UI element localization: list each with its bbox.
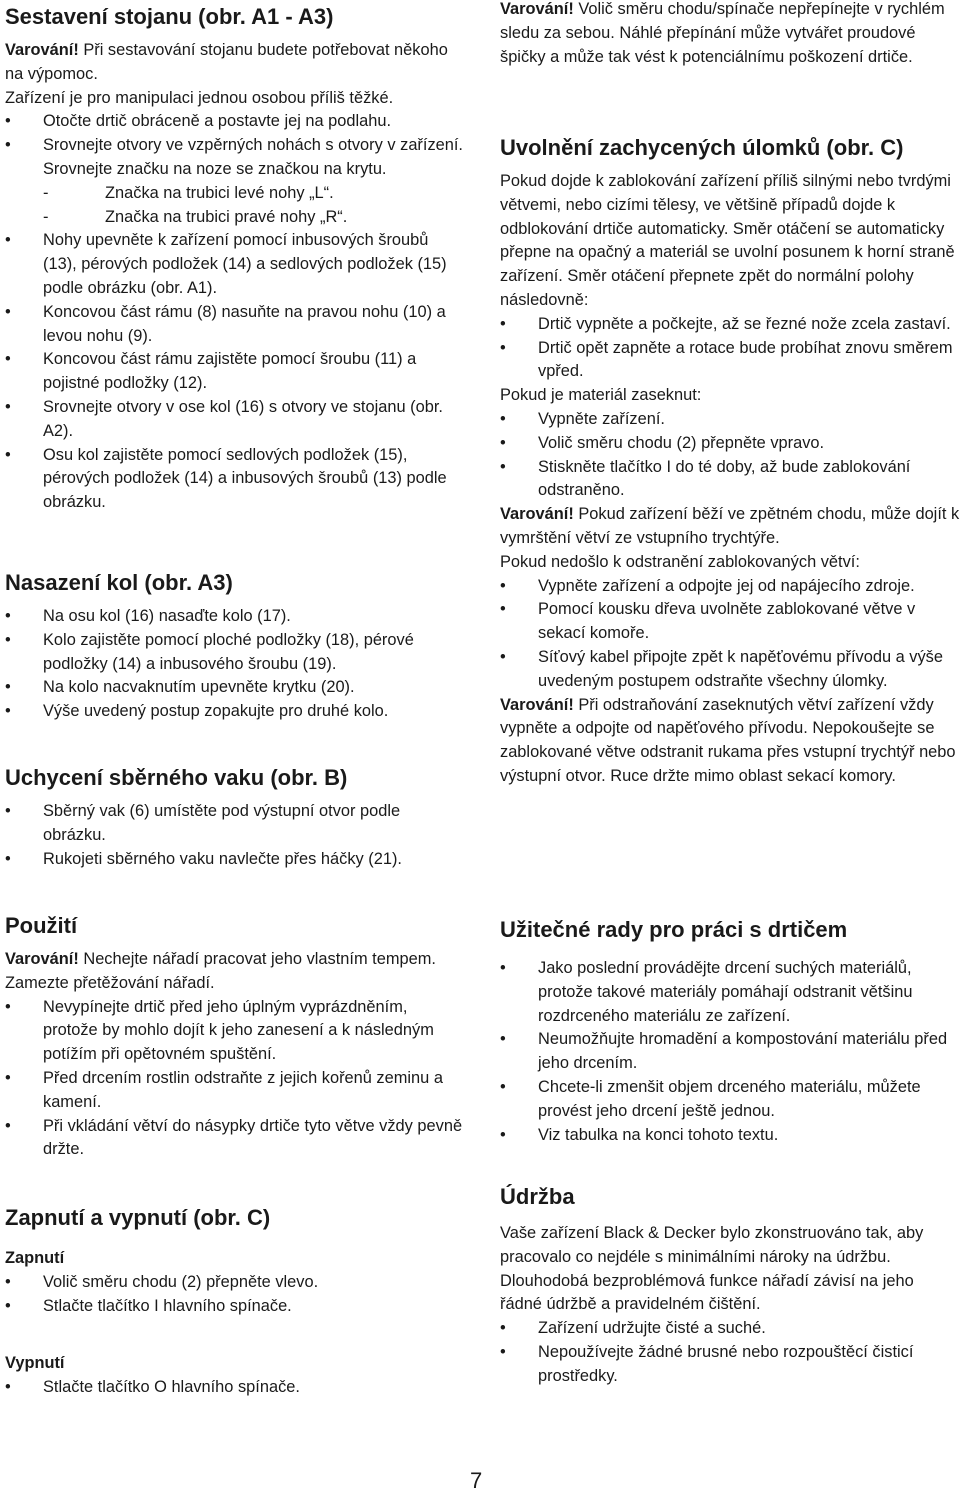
list-item: • Výše uvedený postup zopakujte pro druhé kolo. (5, 700, 465, 724)
list-item: • Na osu kol (16) nasaďte kolo (17). (5, 605, 465, 629)
list-item: • Na kolo nacvaknutím upevněte krytku (20). (5, 676, 465, 700)
on-bullets (5, 1271, 465, 1319)
warning-label: Varování! (500, 505, 574, 524)
assembly-bullets-a (5, 110, 465, 181)
list-item: • Při vkládání větví do násypky drtiče tyto větve vždy pevně držte. (5, 1115, 465, 1163)
assembly-note: Zařízení je pro manipulaci jednou osobou příliš těžké. (5, 88, 394, 107)
tips-bullets (500, 957, 960, 1147)
list-item: • Nohy upevněte k zařízení pomocí inbusových šroubů (13), pérových podložek (14) a sedlových podložek (15) podle obrázku (obr. A1). (5, 229, 465, 300)
list-item: • Osu kol zajistěte pomocí sedlových podložek (15), pérových podložek (14) a inbusových šroubů (13) podle obrázku. (5, 444, 465, 515)
release-bullets-1 (500, 313, 960, 384)
list-item: • Před drcením rostlin odstraňte z jejich kořenů zeminu a kamení. (5, 1067, 465, 1115)
section-switch-warning (500, 0, 960, 69)
list-item: • Sběrný vak (6) umístěte pod výstupní otvor podle obrázku. (5, 800, 465, 848)
warning-label: Varování! (5, 950, 79, 968)
maintenance-bullets (500, 1317, 960, 1388)
list-item: • Rukojeti sběrného vaku navlečte přes háčky (21). (5, 848, 465, 872)
warning-text: Volič směru chodu/spínače nepřepínejte v rychlém sledu za sebou. Náhlé přepínání může vytvářet proudové špičky a může tak vést k potenciálnímu poškození drtiče. (500, 0, 945, 66)
assembly-bullets-b (5, 229, 465, 515)
release-not-removed: Pokud nedošlo k odstranění zablokovaných větví: (500, 552, 860, 571)
assembly-warning (5, 39, 465, 87)
list-item: • Koncovou část rámu zajistěte pomocí šroubu (11) a pojistné podložky (12). (5, 348, 465, 396)
section-bag (5, 765, 465, 871)
bag-bullets (5, 800, 465, 871)
list-item: • Viz tabulka na konci tohoto textu. (500, 1124, 960, 1148)
list-item: • Drtič vypněte a počkejte, až se řezné nože zcela zastaví. (500, 313, 960, 337)
warning-label: Varování! (500, 0, 574, 18)
heading-assembly: Sestavení stojanu (obr. A1 - A3) (5, 4, 334, 29)
use-bullets (5, 996, 465, 1163)
list-item: • Zařízení udržujte čisté a suché. (500, 1317, 960, 1341)
heading-onoff: Zapnutí a vypnutí (obr. C) (5, 1205, 271, 1230)
list-item: • Srovnejte otvory ve vzpěrných nohách s otvory v zařízení. Srovnejte značku na noze se značkou na krytu. (5, 134, 465, 182)
release-warning-3 (500, 694, 960, 789)
section-onoff (5, 1205, 465, 1400)
warning-text: Nechejte nářadí pracovat jeho vlastním tempem. Zamezte přetěžování nářadí. (5, 950, 436, 992)
section-assembly (5, 4, 465, 515)
release-bullets-3 (500, 575, 960, 694)
wheels-bullets (5, 605, 465, 724)
list-item: • Stlačte tlačítko I hlavního spínače. (5, 1295, 465, 1319)
heading-maintenance: Údržba (500, 1184, 575, 1209)
release-intro: Pokud dojde k zablokování zařízení příliš silnými nebo tvrdými větvemi, nebo cizími tělesy, ve většině případů dojde k odblokování drtiče automaticky. Směr otáčení se automaticky přepne na opačný a materiál se uvolní posunem k horní straně zařízení. Směr otáčení přepnete zpět do normální polohy následovně: (500, 172, 955, 309)
list-item: • Vypněte zařízení. (500, 408, 960, 432)
list-item: • Jako poslední provádějte drcení suchých materiálů, protože takové materiály pomáhají odstranit většinu rozdrceného materiálu ze zařízení. (500, 957, 960, 1028)
list-item: • Nevypínejte drtič před jeho úplným vyprázdněním, protože by mohlo dojít k jeho zanesení a k následným potížím při opětovném spuštění. (5, 996, 465, 1067)
release-warning-2 (500, 503, 960, 551)
list-item: • Srovnejte otvory v ose kol (16) s otvory ve stojanu (obr. A2). (5, 396, 465, 444)
release-bullets-2 (500, 408, 960, 503)
list-item: • Stlačte tlačítko O hlavního spínače. (5, 1376, 465, 1400)
list-item: • Volič směru chodu (2) přepněte vpravo. (500, 432, 960, 456)
off-subheading: Vypnutí (5, 1354, 65, 1373)
section-use (5, 913, 465, 1162)
list-item: • Stiskněte tlačítko I do té doby, až bude zablokování odstraněno. (500, 456, 960, 504)
list-item: - Značka na trubici pravé nohy „R“. (5, 206, 465, 230)
warning-text: Při sestavování stojanu budete potřebovat někoho na výpomoc. (5, 41, 448, 83)
list-item: • Kolo zajistěte pomocí ploché podložky (18), pérové podložky (14) a inbusového šroubu (19). (5, 629, 465, 677)
warning-label: Varování! (500, 695, 574, 714)
warning-text: Pokud zařízení běží ve zpětném chodu, může dojít k vymrštění větví ze vstupního trychtýře. (500, 505, 960, 547)
section-release (500, 135, 960, 789)
list-item: • Síťový kabel připojte zpět k napěťovému přívodu a výše uvedeným postupem odstraňte všechny úlomky. (500, 646, 960, 694)
release-jammed: Pokud je materiál zaseknut: (500, 386, 702, 405)
list-item: • Drtič opět zapněte a rotace bude probíhat znovu směrem vpřed. (500, 337, 960, 385)
off-bullets (5, 1376, 465, 1400)
section-wheels (5, 570, 465, 724)
heading-release: Uvolnění zachycených úlomků (obr. C) (500, 135, 904, 160)
maintenance-p2: Dlouhodobá bezproblémová funkce nářadí závisí na jeho řádné údržbě a pravidelném čištění. (500, 1271, 914, 1314)
heading-wheels: Nasazení kol (obr. A3) (5, 570, 233, 595)
list-item: • Neumožňujte hromadění a kompostování materiálu před jeho drcením. (500, 1028, 960, 1076)
list-item: - Značka na trubici levé nohy „L“. (5, 182, 465, 206)
page-number: 7 (470, 1468, 483, 1493)
section-tips (500, 917, 960, 1147)
assembly-dashes (5, 182, 465, 230)
list-item: • Vypněte zařízení a odpojte jej od napájecího zdroje. (500, 575, 960, 599)
list-item: • Otočte drtič obráceně a postavte jej na podlahu. (5, 110, 465, 134)
warning-text: Při odstraňování zaseknutých větví zařízení vždy vypněte a odpojte od napěťového přívodu. Nepokoušejte se zablokované větve odstranit rukama přes vstupní trychtýř nebo výstupní otvor. Ruce držte mimo oblast sekací komory. (500, 695, 956, 785)
list-item: • Koncovou část rámu (8) nasuňte na pravou nohu (10) a levou nohu (9). (5, 301, 465, 349)
list-item: • Nepoužívejte žádné brusné nebo rozpouštěcí čisticí prostředky. (500, 1341, 960, 1389)
on-subheading: Zapnutí (5, 1249, 65, 1267)
use-warning (5, 948, 465, 996)
maintenance-p1: Vaše zařízení Black & Decker bylo zkonstruováno tak, aby pracovalo co nejdéle s minimálními nároky na údržbu. (500, 1224, 924, 1266)
heading-use: Použití (5, 913, 78, 938)
warning-label: Varování! (5, 41, 79, 59)
section-maintenance (500, 1184, 960, 1389)
heading-tips: Užitečné rady pro práci s drtičem (500, 917, 848, 942)
switch-warning (500, 0, 960, 69)
heading-bag: Uchycení sběrného vaku (obr. B) (5, 765, 348, 790)
list-item: • Volič směru chodu (2) přepněte vlevo. (5, 1271, 465, 1295)
list-item: • Chcete-li zmenšit objem drceného materiálu, můžete provést jeho drcení ještě jednou. (500, 1076, 960, 1124)
list-item: • Pomocí kousku dřeva uvolněte zablokované větve v sekací komoře. (500, 598, 960, 646)
